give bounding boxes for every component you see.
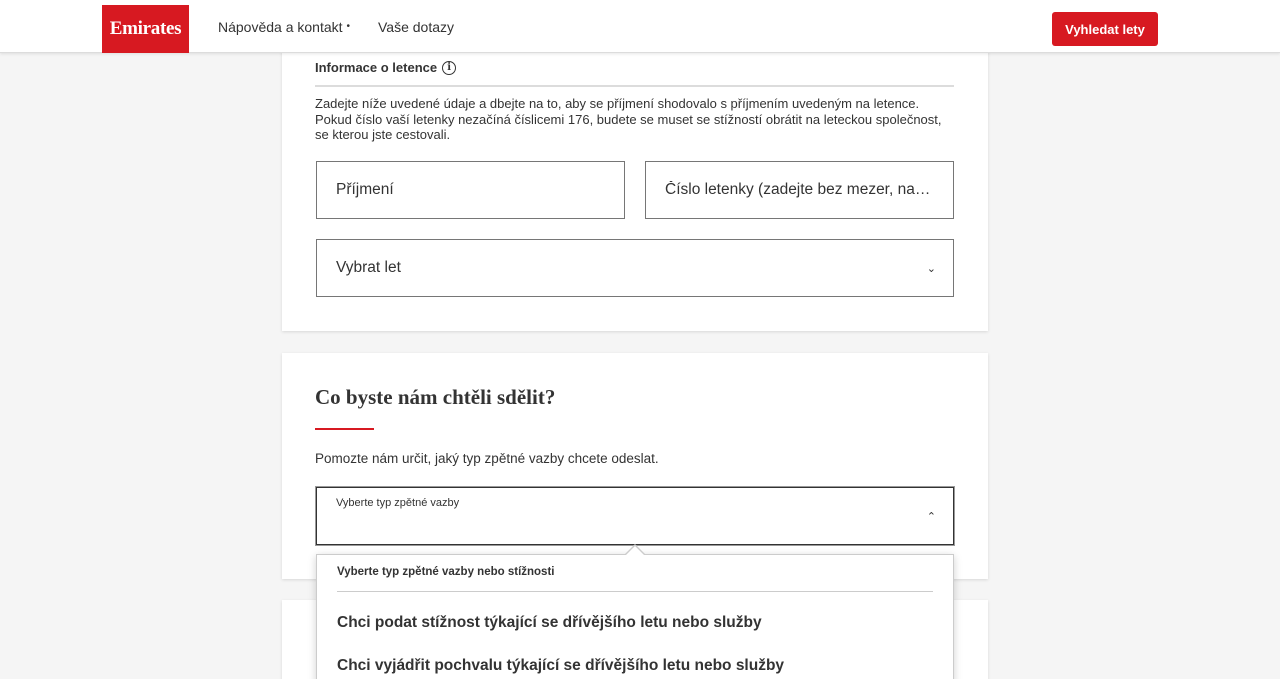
chevron-down-icon: ⌄: [926, 262, 936, 275]
info-icon[interactable]: i: [442, 61, 456, 75]
ticket-intro-text: Zadejte níže uvedené údaje a dbejte na to, aby se příjmení shodovalo s příjmením uvedeným na letence. Pokud číslo vaší letenky nezačíná číslicemi 176, budete se muset se stížností obrátit na leteckou společnost, se kterou jste cestovali.: [315, 96, 942, 142]
dropdown-divider: [337, 591, 933, 592]
feedback-heading: Co byste nám chtěli sdělit?: [315, 385, 556, 409]
surname-input[interactable]: [316, 161, 625, 219]
flight-select-label: Vybrat let: [336, 259, 401, 276]
chevron-up-icon: ⌃: [926, 511, 936, 523]
option-compliment[interactable]: Chci vyjádřit pochvalu týkající se dřívějšího letu nebo služby: [337, 657, 785, 674]
search-flights-button[interactable]: Vyhledat lety: [1052, 12, 1158, 46]
ticket-number-placeholder: Číslo letenky (zadejte bez mezer, na…: [665, 181, 931, 198]
emirates-logo[interactable]: Emirates: [102, 5, 189, 53]
dropdown-header: Vyberte typ zpětné vazby nebo stížnosti: [337, 566, 555, 578]
ticket-section-title: [315, 60, 456, 75]
feedback-type-select[interactable]: [316, 487, 954, 545]
flight-select[interactable]: [316, 239, 954, 297]
section-divider: [315, 85, 954, 87]
feedback-type-dropdown: [316, 554, 954, 679]
heading-accent-line: [315, 428, 374, 430]
option-complaint[interactable]: Chci podat stížnost týkající se dřívějšího letu nebo služby: [337, 614, 762, 631]
surname-placeholder: Příjmení: [336, 181, 394, 198]
ticket-number-input[interactable]: [645, 161, 954, 219]
nav-help-dot: •: [346, 21, 351, 32]
site-header: [0, 0, 1280, 53]
dropdown-caret-fill: [625, 546, 645, 556]
nav-help-contact[interactable]: [218, 0, 350, 53]
nav-help-label: Nápověda a kontakt: [218, 18, 343, 35]
ticket-section-title-text: Informace o letence: [315, 60, 438, 75]
nav-your-queries[interactable]: Vaše dotazy: [378, 18, 455, 35]
feedback-help-text: Pomozte nám určit, jaký typ zpětné vazby chcete odeslat.: [315, 451, 659, 466]
feedback-type-label: Vyberte typ zpětné vazby: [336, 497, 460, 509]
